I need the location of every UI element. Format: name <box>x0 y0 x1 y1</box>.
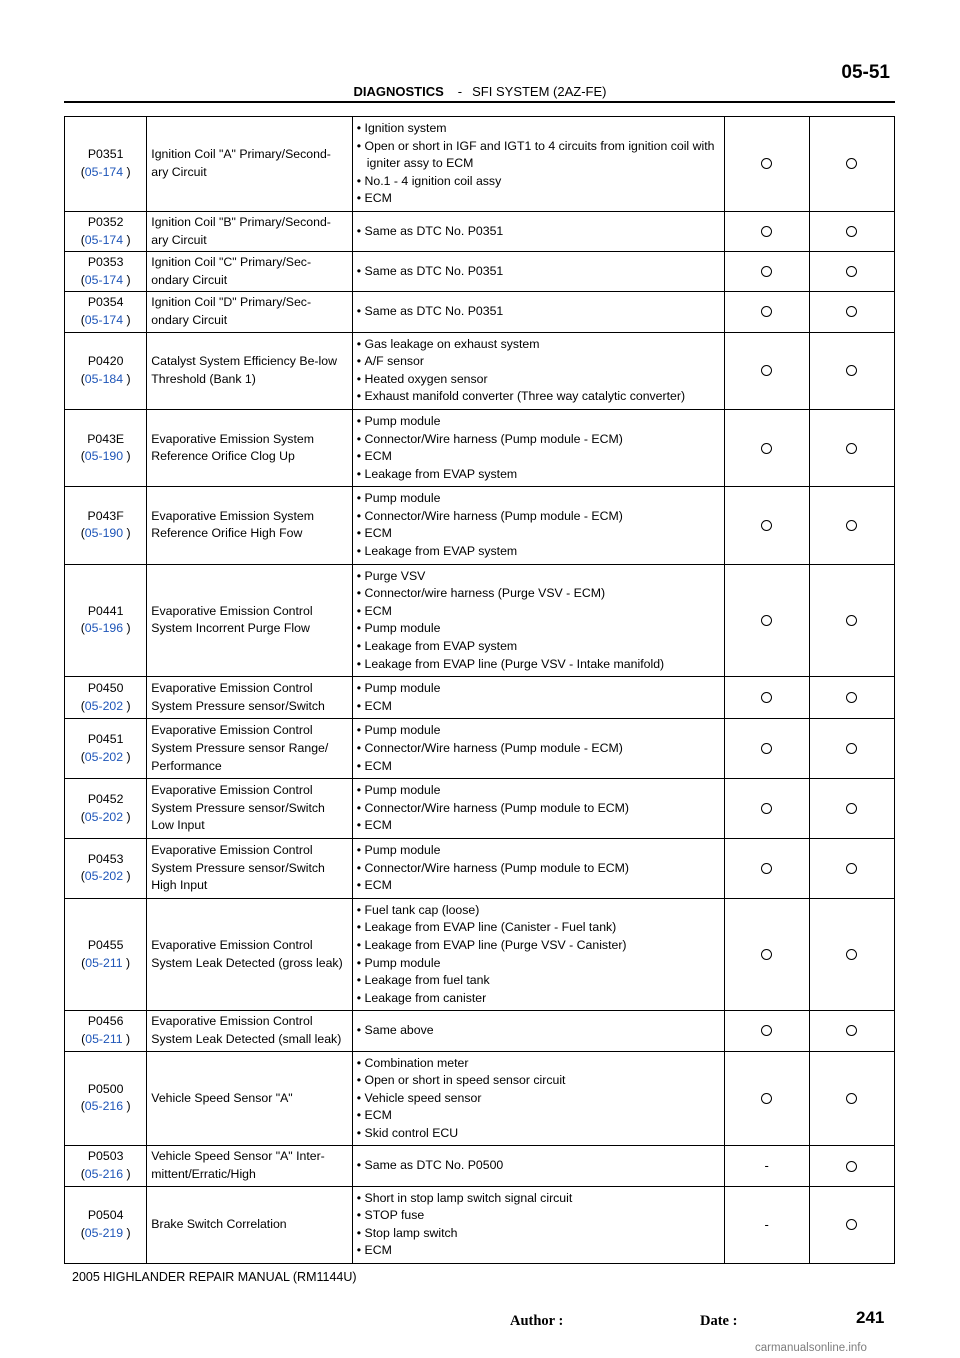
trouble-area-item: • A/F sensor <box>357 353 720 371</box>
memory-cell <box>809 211 894 251</box>
page-ref-link[interactable]: 05-216 <box>84 1167 124 1182</box>
page-ref-link[interactable]: 05-174 <box>84 272 124 287</box>
detection-item: Evaporative Emission System Reference Orifice Clog Up <box>147 409 353 486</box>
page-ref-link[interactable]: 05-216 <box>84 1099 124 1114</box>
dtc-code-cell <box>65 252 147 292</box>
page-ref-link[interactable]: 05-190 <box>84 526 124 541</box>
circle-mark-icon <box>761 443 772 454</box>
memory-cell <box>809 1011 894 1051</box>
table-row <box>65 252 895 292</box>
detection-item: Ignition Coil "D" Primary/Sec-ondary Circuit <box>147 292 353 332</box>
detection-item: Ignition Coil "C" Primary/Sec-ondary Circuit <box>147 252 353 292</box>
detection-item: Ignition Coil "B" Primary/Second-ary Circuit <box>147 211 353 251</box>
detection-item: Evaporative Emission Control System Pressure sensor/Switch High Input <box>147 838 353 898</box>
trouble-area-item: • Vehicle speed sensor <box>357 1090 720 1108</box>
mil-cell <box>724 487 809 564</box>
memory-cell <box>809 779 894 839</box>
dtc-page-ref: (05-216 ) <box>80 1167 131 1182</box>
dtc-code: P0353 <box>87 255 124 270</box>
dtc-code: P0352 <box>87 214 124 229</box>
trouble-area <box>352 332 724 409</box>
trouble-area-item: • Same above <box>357 1022 720 1040</box>
memory-cell <box>809 1186 894 1263</box>
page-ref-link[interactable]: 05-202 <box>84 809 124 824</box>
dash-mark: - <box>764 1216 769 1232</box>
trouble-area <box>352 719 724 779</box>
dtc-page-ref: (05-202 ) <box>80 749 131 764</box>
trouble-area-item: • Skid control ECU <box>357 1125 720 1143</box>
trouble-area-item: • Gas leakage on exhaust system <box>357 336 720 354</box>
trouble-area-item: • ECM <box>357 1242 720 1260</box>
trouble-area-item: • Pump module <box>357 680 720 698</box>
trouble-area <box>352 487 724 564</box>
page-ref-link[interactable]: 05-202 <box>84 869 124 884</box>
memory-cell <box>809 332 894 409</box>
memory-cell <box>809 677 894 719</box>
dtc-code: P0452 <box>87 791 124 806</box>
page-ref-link[interactable]: 05-202 <box>84 698 124 713</box>
dtc-code: P0503 <box>87 1149 124 1164</box>
trouble-area-item: • ECM <box>357 603 720 621</box>
dtc-code: P0456 <box>87 1014 124 1029</box>
trouble-area-item: • ECM <box>357 525 720 543</box>
circle-mark-icon <box>846 743 857 754</box>
detection-item: Evaporative Emission Control System Pressure sensor/Switch Low Input <box>147 779 353 839</box>
trouble-area-item: • Pump module <box>357 620 720 638</box>
trouble-area-item: • Exhaust manifold converter (Three way catalytic converter) <box>357 388 720 406</box>
dash-mark: - <box>764 1157 769 1173</box>
trouble-area-item: • Open or short in IGF and IGT1 to 4 circuits from ignition coil with igniter assy to ECM <box>357 138 720 173</box>
trouble-area-item: • Leakage from fuel tank <box>357 972 720 990</box>
trouble-area-item: • Leakage from EVAP system <box>357 543 720 561</box>
trouble-area-item: • Leakage from EVAP line (Purge VSV - Intake manifold) <box>357 656 720 674</box>
trouble-area-item: • ECM <box>357 758 720 776</box>
dtc-code: P0504 <box>87 1208 124 1223</box>
page-ref-link[interactable]: 05-190 <box>84 449 124 464</box>
dtc-code-cell <box>65 564 147 677</box>
circle-mark-icon <box>761 692 772 703</box>
circle-mark-icon <box>846 692 857 703</box>
trouble-area-item: • Connector/Wire harness (Pump module - ECM) <box>357 740 720 758</box>
trouble-area <box>352 677 724 719</box>
table-row <box>65 1146 895 1186</box>
trouble-area-item: • Leakage from EVAP system <box>357 466 720 484</box>
page-ref-link[interactable]: 05-174 <box>84 312 124 327</box>
trouble-area <box>352 1011 724 1051</box>
dtc-page-ref: (05-196 ) <box>80 621 131 636</box>
trouble-area-item: • Pump module <box>357 842 720 860</box>
dtc-table-body <box>65 117 895 1264</box>
dtc-table <box>64 116 895 1264</box>
mil-cell <box>724 409 809 486</box>
trouble-area-item: • Connector/Wire harness (Pump module - ECM) <box>357 508 720 526</box>
dtc-code: P0455 <box>87 937 124 952</box>
mil-cell <box>724 117 809 212</box>
trouble-area <box>352 564 724 677</box>
trouble-area-item: • Heated oxygen sensor <box>357 371 720 389</box>
mil-cell <box>724 838 809 898</box>
circle-mark-icon <box>761 615 772 626</box>
table-row <box>65 564 895 677</box>
table-row <box>65 677 895 719</box>
detection-item: Evaporative Emission Control System Pressure sensor Range/ Performance <box>147 719 353 779</box>
dtc-page-ref: (05-174 ) <box>80 232 131 247</box>
detection-item: Vehicle Speed Sensor "A" Inter-mittent/Erratic/High <box>147 1146 353 1186</box>
table-row <box>65 719 895 779</box>
circle-mark-icon <box>761 803 772 814</box>
trouble-area-item: • Pump module <box>357 955 720 973</box>
trouble-area-item: • ECM <box>357 877 720 895</box>
dtc-code: P0453 <box>87 851 124 866</box>
detection-item: Catalyst System Efficiency Be-low Threshold (Bank 1) <box>147 332 353 409</box>
trouble-area <box>352 838 724 898</box>
circle-mark-icon <box>846 158 857 169</box>
memory-cell <box>809 292 894 332</box>
detection-item: Evaporative Emission Control System Incorrent Purge Flow <box>147 564 353 677</box>
header-system: SFI SYSTEM (2AZ-FE) <box>472 84 607 99</box>
page-ref-link[interactable]: 05-174 <box>84 164 124 179</box>
page-ref-link[interactable]: 05-196 <box>84 621 124 636</box>
dtc-page-ref: (05-174 ) <box>80 272 131 287</box>
dtc-page-ref: (05-174 ) <box>80 164 131 179</box>
dtc-page-ref: (05-202 ) <box>80 809 131 824</box>
page-ref-link[interactable]: 05-211 <box>85 1031 123 1046</box>
circle-mark-icon <box>846 266 857 277</box>
mil-cell <box>724 779 809 839</box>
dtc-page-ref: (05-202 ) <box>80 698 131 713</box>
footer-author-label: Author : <box>510 1313 564 1329</box>
trouble-area-item: • Pump module <box>357 722 720 740</box>
memory-cell <box>809 838 894 898</box>
memory-cell <box>809 487 894 564</box>
dtc-code-cell <box>65 1011 147 1051</box>
table-row <box>65 409 895 486</box>
table-row <box>65 1051 895 1146</box>
dtc-page-ref: (05-219 ) <box>80 1225 131 1240</box>
memory-cell <box>809 564 894 677</box>
trouble-area-item: • Same as DTC No. P0351 <box>357 303 720 321</box>
table-row <box>65 1186 895 1263</box>
dtc-page-ref: (05-211 ) <box>81 1031 131 1046</box>
page-number: 05-51 <box>841 62 890 83</box>
trouble-area <box>352 252 724 292</box>
trouble-area-item: • STOP fuse <box>357 1207 720 1225</box>
table-row <box>65 487 895 564</box>
circle-mark-icon <box>761 1025 772 1036</box>
page-header <box>0 84 960 99</box>
trouble-area-item: • Combination meter <box>357 1055 720 1073</box>
trouble-area-item: • Leakage from EVAP system <box>357 638 720 656</box>
trouble-area-item: • Stop lamp switch <box>357 1225 720 1243</box>
dtc-code-cell <box>65 117 147 212</box>
mil-cell <box>724 332 809 409</box>
trouble-area-item: • Connector/Wire harness (Pump module - ECM) <box>357 431 720 449</box>
dtc-page-ref: (05-211 ) <box>81 955 131 970</box>
trouble-area-item: • Leakage from EVAP line (Purge VSV - Canister) <box>357 937 720 955</box>
footer-date-label: Date : <box>700 1313 738 1329</box>
dtc-code: P043F <box>87 508 124 523</box>
trouble-area-item: • ECM <box>357 448 720 466</box>
dtc-page-ref: (05-190 ) <box>80 526 131 541</box>
footer-manual-title: 2005 HIGHLANDER REPAIR MANUAL (RM1144U) <box>72 1270 357 1284</box>
trouble-area-item: • Connector/wire harness (Purge VSV - ECM) <box>357 585 720 603</box>
mil-cell <box>724 719 809 779</box>
trouble-area-item: • Pump module <box>357 413 720 431</box>
circle-mark-icon <box>761 266 772 277</box>
detection-item: Evaporative Emission Control System Pressure sensor/Switch <box>147 677 353 719</box>
circle-mark-icon <box>846 949 857 960</box>
circle-mark-icon <box>761 365 772 376</box>
trouble-area <box>352 898 724 1011</box>
dtc-page-ref: (05-184 ) <box>80 371 131 386</box>
dtc-code: P0500 <box>87 1081 124 1096</box>
watermark: carmanualsonline.info <box>755 1342 867 1354</box>
table-row <box>65 211 895 251</box>
header-rule <box>64 101 895 103</box>
detection-item: Ignition Coil "A" Primary/Second-ary Circuit <box>147 117 353 212</box>
detection-item: Evaporative Emission Control System Leak Detected (gross leak) <box>147 898 353 1011</box>
dtc-code: P0451 <box>87 732 124 747</box>
dtc-code-cell <box>65 1186 147 1263</box>
memory-cell <box>809 252 894 292</box>
circle-mark-icon <box>846 365 857 376</box>
dtc-code: P043E <box>87 431 125 446</box>
trouble-area-item: • ECM <box>357 190 720 208</box>
table-row <box>65 1011 895 1051</box>
page-ref-link[interactable]: 05-211 <box>85 955 123 970</box>
dtc-code: P0351 <box>87 147 124 162</box>
trouble-area <box>352 1051 724 1146</box>
trouble-area-item: • No.1 - 4 ignition coil assy <box>357 173 720 191</box>
trouble-area-item: • Purge VSV <box>357 568 720 586</box>
circle-mark-icon <box>846 803 857 814</box>
circle-mark-icon <box>846 226 857 237</box>
trouble-area-item: • Leakage from canister <box>357 990 720 1008</box>
memory-cell <box>809 1051 894 1146</box>
trouble-area <box>352 779 724 839</box>
dtc-code: P0354 <box>87 295 124 310</box>
dtc-page-ref: (05-190 ) <box>80 449 131 464</box>
dtc-code: P0420 <box>87 354 124 369</box>
table-row <box>65 332 895 409</box>
circle-mark-icon <box>761 743 772 754</box>
circle-mark-icon <box>761 863 772 874</box>
mil-cell <box>724 898 809 1011</box>
circle-mark-icon <box>761 1093 772 1104</box>
page-ref-link[interactable]: 05-184 <box>84 371 124 386</box>
page-ref-link[interactable]: 05-174 <box>84 232 124 247</box>
trouble-area-item: • Open or short in speed sensor circuit <box>357 1072 720 1090</box>
circle-mark-icon <box>846 1219 857 1230</box>
trouble-area <box>352 409 724 486</box>
trouble-area-item: • ECM <box>357 1107 720 1125</box>
dtc-code-cell <box>65 719 147 779</box>
circle-mark-icon <box>761 158 772 169</box>
dtc-code-cell <box>65 211 147 251</box>
dtc-code: P0441 <box>87 603 124 618</box>
dtc-page-ref: (05-174 ) <box>80 312 131 327</box>
detection-item: Evaporative Emission Control System Leak Detected (small leak) <box>147 1011 353 1051</box>
footer-page-number: 241 <box>856 1308 885 1327</box>
circle-mark-icon <box>761 520 772 531</box>
dtc-code-cell <box>65 332 147 409</box>
circle-mark-icon <box>846 863 857 874</box>
dtc-code-cell <box>65 1051 147 1146</box>
mil-cell <box>724 1011 809 1051</box>
trouble-area-item: • ECM <box>357 817 720 835</box>
header-section: DIAGNOSTICS <box>353 84 444 99</box>
memory-cell <box>809 117 894 212</box>
trouble-area-item: • Same as DTC No. P0351 <box>357 223 720 241</box>
circle-mark-icon <box>846 615 857 626</box>
dtc-code: P0450 <box>87 681 124 696</box>
circle-mark-icon <box>846 1025 857 1036</box>
mil-cell <box>724 252 809 292</box>
dtc-page-ref: (05-202 ) <box>80 869 131 884</box>
mil-cell <box>724 677 809 719</box>
dtc-code-cell <box>65 838 147 898</box>
circle-mark-icon <box>761 226 772 237</box>
trouble-area-item: • Pump module <box>357 782 720 800</box>
dtc-code-cell <box>65 409 147 486</box>
memory-cell <box>809 409 894 486</box>
trouble-area-item: • ECM <box>357 698 720 716</box>
dtc-code-cell <box>65 487 147 564</box>
trouble-area <box>352 292 724 332</box>
memory-cell <box>809 898 894 1011</box>
table-row <box>65 838 895 898</box>
trouble-area-item: • Pump module <box>357 490 720 508</box>
trouble-area-item: • Short in stop lamp switch signal circuit <box>357 1190 720 1208</box>
dtc-code-cell <box>65 292 147 332</box>
circle-mark-icon <box>846 306 857 317</box>
memory-cell <box>809 719 894 779</box>
mil-cell <box>724 1146 809 1186</box>
dtc-page-ref: (05-216 ) <box>80 1099 131 1114</box>
trouble-area-item: • Same as DTC No. P0351 <box>357 263 720 281</box>
mil-cell <box>724 1051 809 1146</box>
table-row <box>65 292 895 332</box>
page-ref-link[interactable]: 05-202 <box>84 749 124 764</box>
dtc-code-cell <box>65 677 147 719</box>
dtc-code-cell <box>65 898 147 1011</box>
trouble-area-item: • Connector/Wire harness (Pump module to ECM) <box>357 860 720 878</box>
mil-cell <box>724 292 809 332</box>
mil-cell <box>724 211 809 251</box>
mil-cell <box>724 564 809 677</box>
trouble-area-item: • Same as DTC No. P0500 <box>357 1157 720 1175</box>
trouble-area-item: • Connector/Wire harness (Pump module to ECM) <box>357 800 720 818</box>
detection-item: Vehicle Speed Sensor "A" <box>147 1051 353 1146</box>
detection-item: Evaporative Emission System Reference Orifice High Fow <box>147 487 353 564</box>
circle-mark-icon <box>846 520 857 531</box>
circle-mark-icon <box>846 443 857 454</box>
trouble-area-item: • Fuel tank cap (loose) <box>357 902 720 920</box>
trouble-area <box>352 1186 724 1263</box>
circle-mark-icon <box>761 306 772 317</box>
trouble-area <box>352 211 724 251</box>
dtc-code-cell <box>65 1146 147 1186</box>
trouble-area <box>352 117 724 212</box>
mil-cell <box>724 1186 809 1263</box>
table-row <box>65 779 895 839</box>
circle-mark-icon <box>761 949 772 960</box>
trouble-area-item: • Leakage from EVAP line (Canister - Fuel tank) <box>357 919 720 937</box>
trouble-area <box>352 1146 724 1186</box>
trouble-area-item: • Ignition system <box>357 120 720 138</box>
page-ref-link[interactable]: 05-219 <box>84 1225 124 1240</box>
table-row <box>65 898 895 1011</box>
table-row <box>65 117 895 212</box>
header-separator: - <box>457 84 463 99</box>
memory-cell <box>809 1146 894 1186</box>
circle-mark-icon <box>846 1161 857 1172</box>
circle-mark-icon <box>846 1093 857 1104</box>
detection-item: Brake Switch Correlation <box>147 1186 353 1263</box>
dtc-code-cell <box>65 779 147 839</box>
